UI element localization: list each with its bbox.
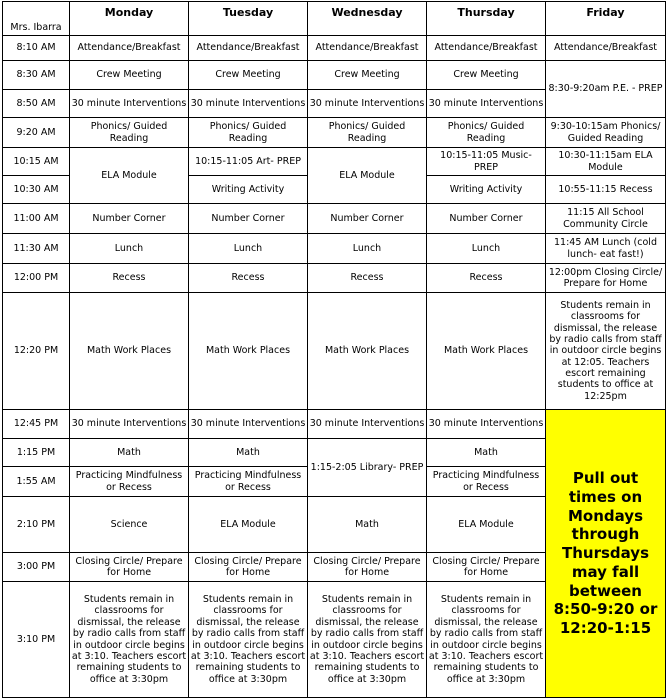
pull-out-times-note: Pull out times on Mondays through Thursdays may fall between 8:50-9:20 or 12:20-1:15 <box>546 410 666 698</box>
activity-cell: 30 minute Interventions <box>70 410 189 439</box>
schedule-row <box>3 204 666 234</box>
activity-cell: ELA Module <box>308 148 427 204</box>
activity-cell: Lunch <box>308 234 427 264</box>
activity-cell: 30 minute Interventions <box>308 410 427 439</box>
schedule-row <box>3 118 666 148</box>
header-row <box>3 2 666 36</box>
friday-cell: 11:15 All School Community Circle <box>546 204 666 234</box>
activity-cell: 30 minute Interventions <box>427 410 546 439</box>
activity-cell: 1:15-2:05 Library- PREP <box>308 439 427 497</box>
friday-cell: 8:30-9:20am P.E. - PREP <box>546 61 666 118</box>
activity-cell: Closing Circle/ Prepare for Home <box>308 553 427 582</box>
activity-cell: Students remain in classrooms for dismissal, the release by radio calls from staff in outdoor circle begins at 3:10. Teachers escort remaining students to office at 3:30pm <box>70 582 189 698</box>
time-cell: 3:00 PM <box>3 553 70 582</box>
activity-cell: Number Corner <box>70 204 189 234</box>
activity-cell: 10:15-11:05 Music- PREP <box>427 148 546 176</box>
activity-cell: Attendance/Breakfast <box>189 36 308 61</box>
activity-cell: Crew Meeting <box>70 61 189 90</box>
activity-cell: Crew Meeting <box>189 61 308 90</box>
activity-cell: Math Work Places <box>427 293 546 410</box>
activity-cell: Practicing Mindfulness or Recess <box>189 467 308 497</box>
activity-cell: Crew Meeting <box>427 61 546 90</box>
time-cell: 10:30 AM <box>3 176 70 204</box>
time-cell: 2:10 PM <box>3 497 70 553</box>
activity-cell: Lunch <box>70 234 189 264</box>
time-cell: 10:15 AM <box>3 148 70 176</box>
activity-cell: Math Work Places <box>70 293 189 410</box>
activity-cell: 30 minute Interventions <box>189 90 308 118</box>
activity-cell: Attendance/Breakfast <box>308 36 427 61</box>
activity-cell: Closing Circle/ Prepare for Home <box>427 553 546 582</box>
time-cell: 12:45 PM <box>3 410 70 439</box>
activity-cell: ELA Module <box>189 497 308 553</box>
schedule-row <box>3 293 666 410</box>
activity-cell: Closing Circle/ Prepare for Home <box>189 553 308 582</box>
time-cell: 3:10 PM <box>3 582 70 698</box>
time-cell: 11:30 AM <box>3 234 70 264</box>
activity-cell: Math Work Places <box>308 293 427 410</box>
schedule-row <box>3 148 666 176</box>
activity-cell: Attendance/Breakfast <box>70 36 189 61</box>
activity-cell: 30 minute Interventions <box>189 410 308 439</box>
activity-cell: Science <box>70 497 189 553</box>
time-cell: 12:00 PM <box>3 264 70 293</box>
schedule-row <box>3 36 666 61</box>
friday-cell: 12:00pm Closing Circle/ Prepare for Home <box>546 264 666 293</box>
activity-cell: Recess <box>189 264 308 293</box>
teacher-name: Mrs. Ibarra <box>3 2 70 36</box>
friday-cell: 9:30-10:15am Phonics/ Guided Reading <box>546 118 666 148</box>
activity-cell: Students remain in classrooms for dismissal, the release by radio calls from staff in outdoor circle begins at 3:10. Teachers escort remaining students to office at 3:30pm <box>308 582 427 698</box>
activity-cell: Lunch <box>427 234 546 264</box>
activity-cell: Math <box>427 439 546 467</box>
activity-cell: Math <box>70 439 189 467</box>
activity-cell: Phonics/ Guided Reading <box>308 118 427 148</box>
time-cell: 1:55 AM <box>3 467 70 497</box>
activity-cell: Phonics/ Guided Reading <box>427 118 546 148</box>
friday-dismissal-cell: Students remain in classrooms for dismissal, the release by radio calls from staff in outdoor circle begins at 12:05. Teachers escort remaining students to office at 12:25pm <box>546 293 666 410</box>
activity-cell: Practicing Mindfulness or Recess <box>70 467 189 497</box>
activity-cell: ELA Module <box>70 148 189 204</box>
activity-cell: Writing Activity <box>427 176 546 204</box>
schedule-row <box>3 61 666 90</box>
day-header-thursday: Thursday <box>427 2 546 36</box>
schedule-row <box>3 234 666 264</box>
activity-cell: Writing Activity <box>189 176 308 204</box>
day-header-monday: Monday <box>70 2 189 36</box>
day-header-tuesday: Tuesday <box>189 2 308 36</box>
activity-cell: 30 minute Interventions <box>427 90 546 118</box>
schedule-row <box>3 410 666 439</box>
activity-cell: ELA Module <box>427 497 546 553</box>
time-cell: 11:00 AM <box>3 204 70 234</box>
activity-cell: 30 minute Interventions <box>70 90 189 118</box>
friday-cell: 11:45 AM Lunch (cold lunch- eat fast!) <box>546 234 666 264</box>
time-cell: 8:50 AM <box>3 90 70 118</box>
time-cell: 12:20 PM <box>3 293 70 410</box>
friday-cell: 10:55-11:15 Recess <box>546 176 666 204</box>
activity-cell: Math Work Places <box>189 293 308 410</box>
activity-cell: 30 minute Interventions <box>308 90 427 118</box>
activity-cell: 10:15-11:05 Art- PREP <box>189 148 308 176</box>
activity-cell: Phonics/ Guided Reading <box>189 118 308 148</box>
weekly-schedule-table <box>2 1 666 698</box>
day-header-wednesday: Wednesday <box>308 2 427 36</box>
activity-cell: Crew Meeting <box>308 61 427 90</box>
activity-cell: Number Corner <box>308 204 427 234</box>
activity-cell: Phonics/ Guided Reading <box>70 118 189 148</box>
time-cell: 8:10 AM <box>3 36 70 61</box>
activity-cell: Number Corner <box>189 204 308 234</box>
activity-cell: Closing Circle/ Prepare for Home <box>70 553 189 582</box>
schedule-row <box>3 264 666 293</box>
activity-cell: Students remain in classrooms for dismissal, the release by radio calls from staff in outdoor circle begins at 3:10. Teachers escort remaining students to office at 3:30pm <box>189 582 308 698</box>
activity-cell: Recess <box>308 264 427 293</box>
friday-cell: 10:30-11:15am ELA Module <box>546 148 666 176</box>
activity-cell: Attendance/Breakfast <box>427 36 546 61</box>
day-header-friday: Friday <box>546 2 666 36</box>
time-cell: 9:20 AM <box>3 118 70 148</box>
activity-cell: Students remain in classrooms for dismissal, the release by radio calls from staff in outdoor circle begins at 3:10. Teachers escort remaining students to office at 3:30pm <box>427 582 546 698</box>
activity-cell: Recess <box>70 264 189 293</box>
friday-cell: Attendance/Breakfast <box>546 36 666 61</box>
activity-cell: Math <box>189 439 308 467</box>
time-cell: 1:15 PM <box>3 439 70 467</box>
activity-cell: Math <box>308 497 427 553</box>
activity-cell: Recess <box>427 264 546 293</box>
activity-cell: Number Corner <box>427 204 546 234</box>
time-cell: 8:30 AM <box>3 61 70 90</box>
activity-cell: Lunch <box>189 234 308 264</box>
activity-cell: Practicing Mindfulness or Recess <box>427 467 546 497</box>
